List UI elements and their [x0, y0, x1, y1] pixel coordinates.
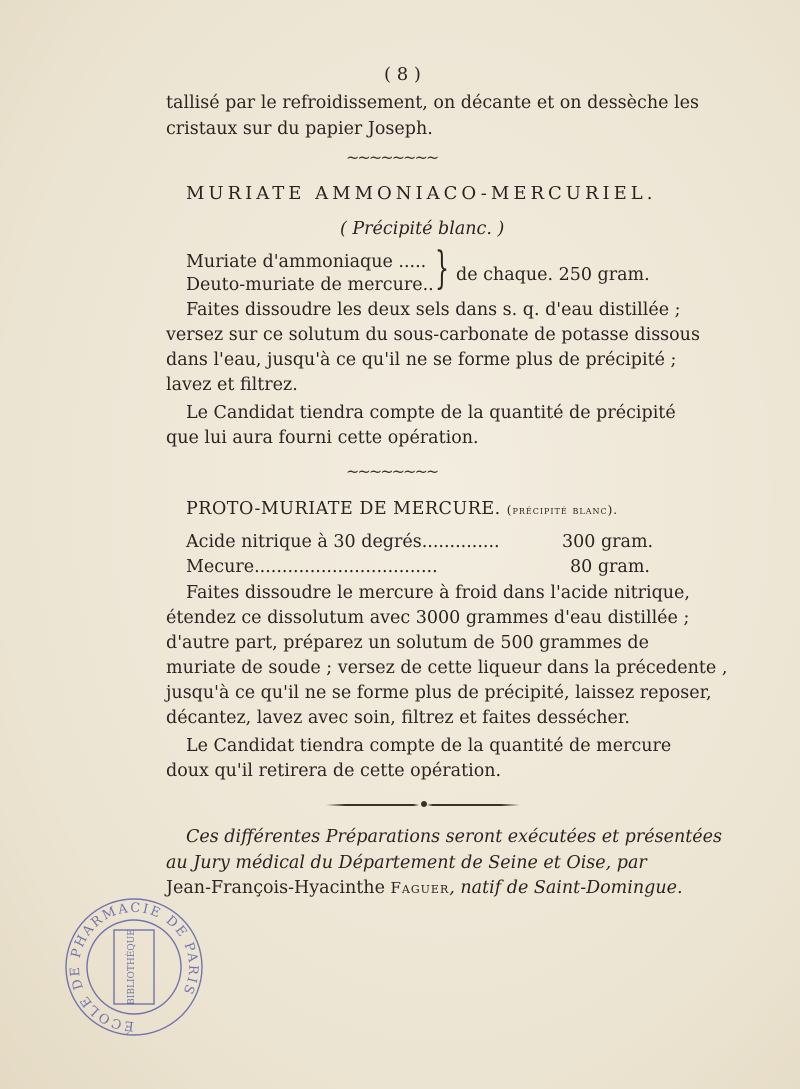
section2-title-main: PROTO-MURIATE DE MERCURE.	[186, 499, 501, 519]
stamp-center-text: BIBLIOTHÈQUE	[127, 929, 137, 1005]
section2-body-line-7: Le Candidat tiendra compte de la quantité de mercure	[186, 736, 672, 756]
section1-body-line-5: Le Candidat tiendra compte de la quantité de précipité	[186, 403, 676, 423]
intro-line-2: cristaux sur du papier Joseph.	[166, 119, 433, 139]
section1-title: MURIATE AMMONIACO-MERCURIEL.	[186, 183, 657, 204]
intro-line-1: tallisé par le refroidissement, on décante et on dessèche les	[166, 93, 699, 113]
section2-title-note: (précipité blanc).	[506, 503, 619, 517]
section2-body-line-5: jusqu'à ce qu'il ne se forme plus de précipité, laissez reposer,	[166, 683, 712, 703]
library-stamp-icon	[54, 892, 214, 1042]
author-given-names: Jean-François-Hyacinthe	[166, 878, 391, 898]
ornament-divider-2: ~~~~~~~~	[346, 462, 438, 481]
section1-body-line-4: lavez et filtrez.	[166, 375, 298, 395]
section1-body-line-2: versez sur ce solutum du sous-carbonate de potasse dissous	[166, 325, 700, 345]
section2-body-line-8: doux qu'il retirera de cette opération.	[166, 761, 502, 781]
stamp-ring-text: ÉCOLE DE PHARMACIE DE PARIS	[67, 900, 201, 1034]
closing-line-1: Ces différentes Préparations seront exécutées et présentées	[186, 827, 722, 847]
section2-body-line-1: Faites dissoudre le mercure à froid dans l'acide nitrique,	[186, 583, 690, 603]
section2-body-line-6: décantez, lavez avec soin, filtrez et faites dessécher.	[166, 708, 630, 728]
section1-body-line-6: que lui aura fourni cette opération.	[166, 428, 479, 448]
section2-ingredient-1: Acide nitrique à 30 degrés..............	[186, 532, 500, 552]
section1-body-line-1: Faites dissoudre les deux sels dans s. q. d'eau distillée ;	[186, 300, 681, 320]
closing-divider-dot	[421, 801, 427, 807]
section1-quantity: de chaque. 250 gram.	[456, 265, 650, 285]
section1-subtitle: ( Précipité blanc. )	[340, 219, 505, 239]
page-number: ( 8 )	[384, 64, 421, 85]
ornament-divider-1: ~~~~~~~~	[346, 148, 438, 167]
author-surname: Faguer	[390, 879, 450, 897]
closing-line-2: au Jury médical du Département de Seine et Oise, par	[166, 853, 647, 873]
section2-body-line-4: muriate de soude ; versez de cette liqueur dans la précedente ,	[166, 658, 728, 678]
brace-icon: }	[435, 243, 449, 294]
section2-body-line-3: d'autre part, préparez un solutum de 500 grammes de	[166, 633, 649, 653]
closing-line-3	[166, 877, 683, 899]
section1-ingredient-1: Muriate d'ammoniaque .....	[186, 252, 427, 272]
section2-body-line-2: étendez ce dissolutum avec 3000 grammes d'eau distillée ;	[166, 608, 690, 628]
section2-ingredient-2: Mecure.................................	[186, 557, 438, 577]
section1-ingredient-2: Deuto-muriate de mercure..	[186, 275, 434, 295]
section2-title	[186, 498, 618, 521]
author-origin: , natif de Saint-Domingue.	[449, 878, 683, 898]
section2-ingredient-1-qty: 300 gram.	[562, 532, 654, 552]
section1-body-line-3: dans l'eau, jusqu'à ce qu'il ne se forme plus de précipité ;	[166, 350, 677, 370]
section2-ingredient-2-qty: 80 gram.	[570, 557, 650, 577]
